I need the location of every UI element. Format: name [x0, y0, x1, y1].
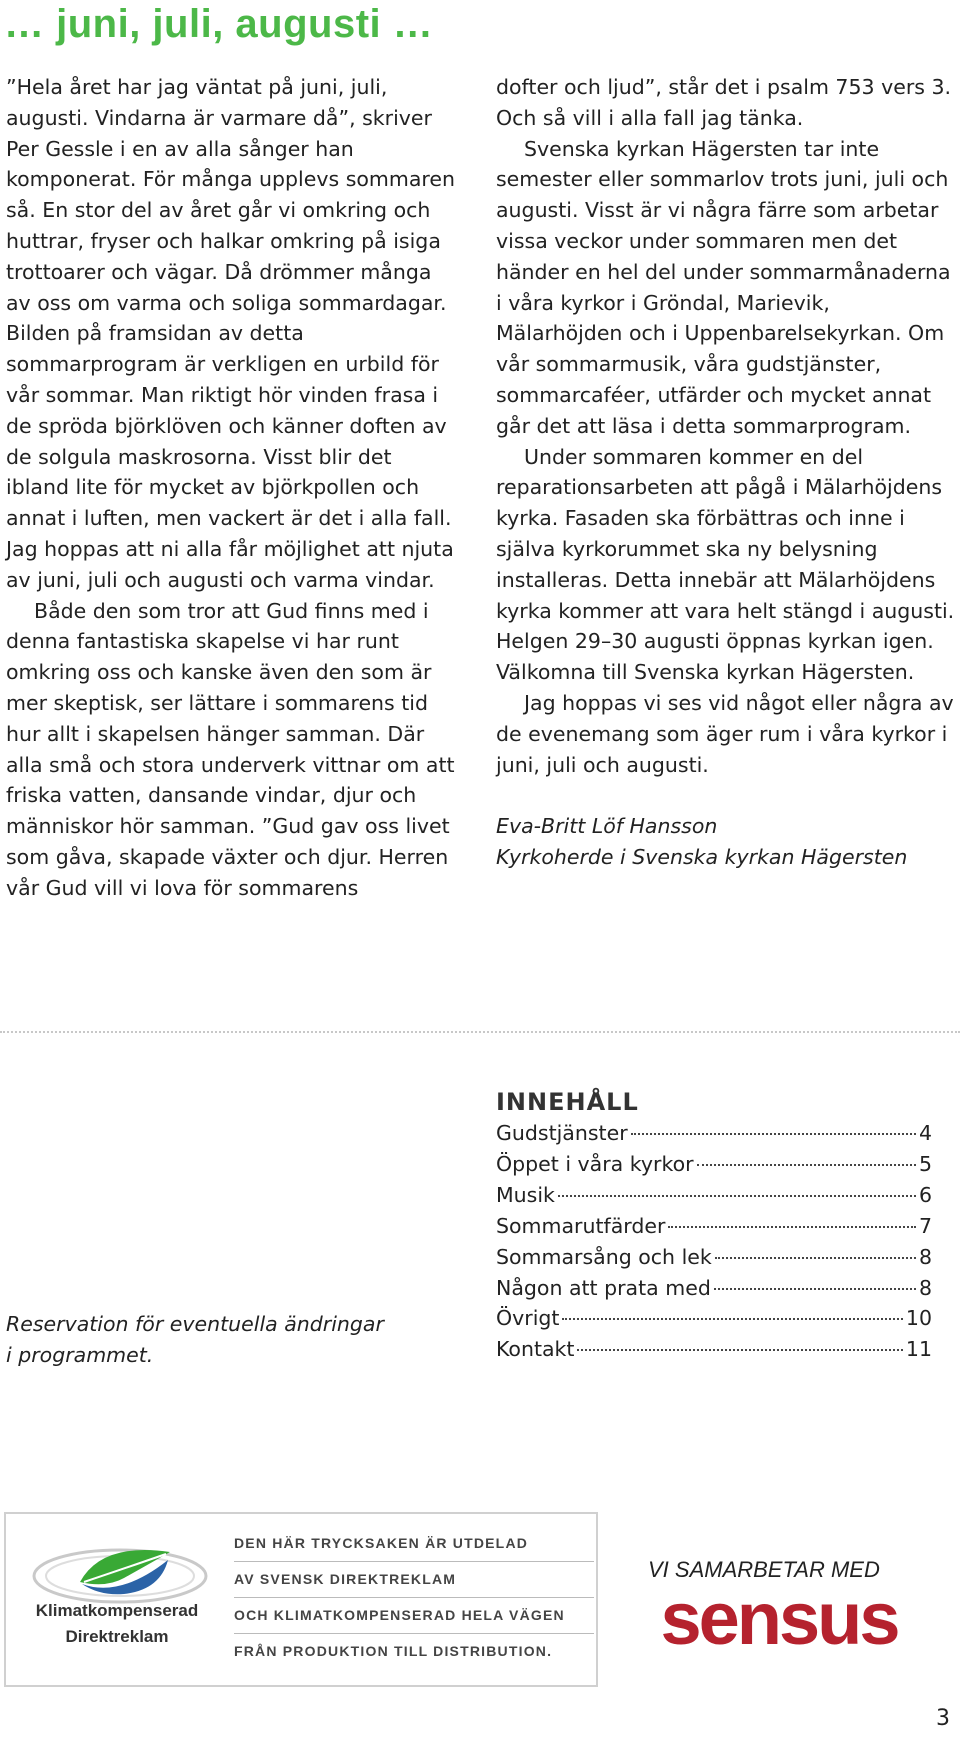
left-column: [6, 72, 458, 904]
signature-role: Kyrkoherde i Svenska kyrkan Hägersten: [496, 845, 908, 870]
intro-paragraph: ”Hela året har jag väntat på juni, juli, augusti. Vindarna är varmare då”, skriver Per Gessle i en av alla sånger han komponerat. För många upplevs sommaren så. En stor del av året går vi omkring och huttrar, fryser och halkar omkring på isiga trottoarer och vägar. Då drömmer många av oss om varma och soliga sommardagar. Bilden på framsidan av detta sommarprogram är verkligen en urbild för vår sommar. Man riktigt hör vinden frasa i de spröda björklöven och känner doften av de solgula maskrosorna. Visst blir det ibland lite för mycket av björkpollen och annat i luften, men vackert är det i alla fall. Jag hoppas att ni alla får möjlighet att njuta av juni, juli och augusti och varma vindar.: [6, 75, 455, 592]
sensus-logo: [648, 1578, 910, 1658]
climate-name-line2: Direktreklam: [65, 1627, 169, 1646]
sensus-logo-text: sensus: [660, 1578, 898, 1658]
body-paragraph: Jag hoppas vi ses vid något eller några av de evenemang som äger rum i våra kyrkor i juni, juli och augusti.: [496, 690, 954, 777]
toc-item[interactable]: [496, 1273, 932, 1304]
toc-item[interactable]: [496, 1180, 932, 1211]
toc-leader: [631, 1133, 916, 1135]
right-column: [496, 72, 956, 873]
climate-line: FRÅN PRODUKTION TILL DISTRIBUTION.: [234, 1643, 553, 1659]
toc-item-page: 6: [918, 1182, 932, 1207]
climate-line: DEN HÄR TRYCKSAKEN ÄR UTDELAD: [234, 1526, 594, 1562]
page-number: 3: [936, 1706, 950, 1731]
toc-leader: [697, 1164, 916, 1166]
toc-leader: [714, 1288, 916, 1290]
body-paragraph: dofter och ljud”, står det i psalm 753 vers 3. Och så vill i alla fall jag tänka.: [496, 75, 952, 130]
climate-compensated-badge: [4, 1512, 598, 1687]
climate-name-line1: Klimatkompenserad: [35, 1601, 199, 1620]
toc-item-label: Sommarutfärder: [496, 1213, 666, 1238]
body-paragraph: Under sommaren kommer en del reparationsarbeten att pågå i Mälarhöjdens kyrka. Fasaden ska förbättras och inne i själva kyrkorummet ska ny belysning installeras. Detta innebär att Mälarhöjdens kyrka kommer att vara helt stängd i augusti. Helgen 29–30 augusti öppnas kyrkan igen.: [496, 444, 955, 654]
toc-item-page: 7: [918, 1213, 932, 1238]
toc-item-label: Övrigt: [496, 1306, 560, 1331]
body-paragraph: Svenska kyrkan Hägersten tar inte semester eller sommarlov trots juni, juli och augusti. Visst är vi några färre som arbetar vissa veckor under sommaren men det händer en hel del under sommarmånaderna i våra kyrkor i Gröndal, Marievik, Mälarhöjden och i Uppenbarelsekyrkan. Om vår sommarmusik, våra gudstjänster, sommarcaféer, utfärder och mycket annat går det att läsa i detta sommarprogram.: [496, 136, 951, 438]
toc-leader: [668, 1226, 916, 1228]
toc-leader: [558, 1195, 916, 1197]
collaboration-label: VI SAMARBETAR MED: [648, 1557, 880, 1582]
toc-item-page: 11: [905, 1337, 932, 1362]
welcome-line: Välkomna till Svenska kyrkan Hägersten.: [496, 660, 915, 685]
toc-item-page: 4: [918, 1121, 932, 1145]
toc-item-label: Gudstjänster: [496, 1121, 628, 1145]
climate-line: OCH KLIMATKOMPENSERAD HELA VÄGEN: [234, 1598, 594, 1634]
reservation-note: Reservation för eventuella ändringar i programmet.: [6, 1312, 384, 1367]
toc-item[interactable]: [496, 1118, 932, 1149]
toc-item-page: 5: [918, 1151, 932, 1176]
toc-item-label: Någon att prata med: [496, 1275, 711, 1300]
climate-statement: [234, 1526, 594, 1669]
toc-leader: [562, 1318, 902, 1320]
toc-leader: [715, 1257, 916, 1259]
table-of-contents: [496, 1088, 932, 1365]
toc-item[interactable]: [496, 1334, 932, 1365]
toc-item-label: Sommarsång och lek: [496, 1244, 712, 1269]
toc-item-label: Öppet i våra kyrkor: [496, 1151, 694, 1176]
toc-item[interactable]: [496, 1211, 932, 1242]
climate-line: AV SVENSK DIREKTREKLAM: [234, 1562, 594, 1598]
toc-item-page: 8: [918, 1244, 932, 1269]
page-title: … juni, juli, augusti …: [4, 2, 434, 46]
toc-item[interactable]: [496, 1242, 932, 1273]
signature-name: Eva-Britt Löf Hansson: [496, 814, 718, 839]
toc-item-label: Kontakt: [496, 1337, 575, 1362]
toc-heading: INNEHÅLL: [496, 1088, 639, 1116]
toc-item[interactable]: [496, 1303, 932, 1334]
section-divider: [0, 1031, 960, 1033]
body-paragraph: Både den som tror att Gud finns med i denna fantastiska skapelse vi har runt omkring oss och kanske även den som är mer skeptisk, ser lättare i sommarens tid hur allt i skapelsen hänger samman. Där alla små och stora underverk vittnar om att friska vatten, dansande vindar, djur och människor hör samman. ”Gud gav oss livet som gåva, skapade växter och djur. Herren vår Gud vill vi lova för sommarens: [6, 598, 455, 900]
toc-item-label: Musik: [496, 1182, 555, 1207]
toc-leader: [577, 1349, 902, 1351]
toc-item-page: 8: [918, 1275, 932, 1300]
toc-item[interactable]: [496, 1149, 932, 1180]
toc-item-page: 10: [905, 1306, 932, 1331]
